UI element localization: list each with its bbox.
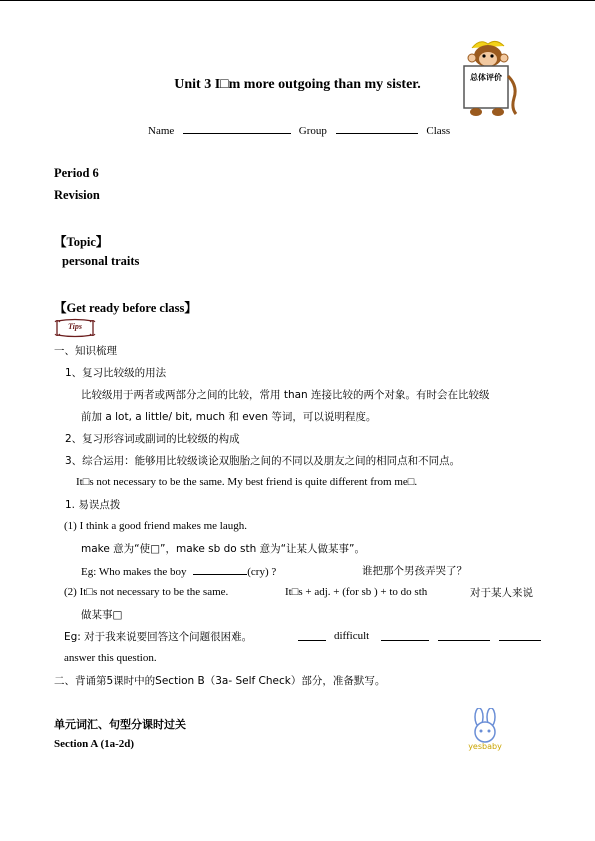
get-ready-heading: 【Get ready before class】 [54,301,197,315]
eg2-blank-3[interactable] [438,630,490,641]
pitfall-2-meaning-cont: 做某事□ [81,609,123,621]
tips-scroll-icon [53,318,97,338]
rabbit-icon [462,708,508,744]
pitfall-1: (1) I think a good friend makes me laugh. [64,520,247,532]
section2-text: 二、背诵第5课时中的Section B（3a- Self Check）部分，准备默写。 [54,675,386,687]
badge-label: 总体评价 [470,73,502,82]
pitfall-2: (2) It□s not necessary to be the same. [64,586,229,598]
top-rule [0,0,595,1]
topic-text: personal traits [62,254,140,268]
eg2-text: Eg: 对于我来说要回答这个问题很困难。 [64,631,253,643]
name-label: Name [148,125,175,137]
pitfall-2-meaning: 对于某人来说 [470,587,533,599]
class-label: Class [426,125,451,137]
name-blank[interactable] [183,123,291,134]
eg2-difficult: difficult [334,630,370,642]
section1-item1-line2: 前加 a lot, a little/ bit, much 和 even 等词，可以说明程度。 [81,411,377,423]
eg2-blank-1[interactable] [298,630,326,641]
revision-heading: Revision [54,188,100,202]
tips-label: Tips [68,322,82,331]
pitfalls-heading: 1. 易误点拨 [65,499,121,511]
student-info-row [148,123,450,137]
evaluation-badge [458,36,520,118]
pitfall-1-example [81,564,276,578]
eg2-blank-2[interactable] [381,630,429,641]
section1-item2: 2、复习形容词或副词的比较级的构成 [65,433,240,445]
pitfall-1-note: make 意为“使□”，make sb do sth 意为“让某人做某事”。 [81,543,365,555]
section-a-heading: Section A (1a-2d) [54,738,135,750]
pitfall-1-eg-verb: (cry) ? [247,566,277,578]
section1-item3: 3、综合运用：能够用比较级谈论双胞胎之间的不同以及朋友之间的相同点和不同点。 [65,455,461,467]
page-title: Unit 3 I□m more outgoing than my sister. [174,77,421,92]
section1-item1-line1: 比较级用于两者或两部分之间的比较，常用 than 连接比较的两个对象。有时会在比较级 [81,389,490,401]
cry-blank[interactable] [193,564,247,575]
section1-item1: 1、复习比较级的用法 [65,367,167,379]
section1-heading: 一、知识梳理 [54,345,117,357]
example-sentence: It□s not necessary to be the same. My best friend is quite different from me□. [76,476,418,488]
unit-vocab-heading: 单元词汇、句型分课时过关 [54,718,186,731]
topic-heading: 【Topic】 [54,235,109,249]
pitfall-2-pattern: It□s + adj. + (for sb ) + to do sth [285,586,428,598]
group-blank[interactable] [336,123,418,134]
yesbaby-logo [462,708,508,752]
logo-text: yesbaby [468,742,502,751]
pitfall-1-eg-translation: 谁把那个男孩弄哭了？ [362,565,467,577]
period-heading: Period 6 [54,166,99,180]
eg2-end: answer this question. [64,652,157,664]
pitfall-1-eg-text: Eg: Who makes the boy [81,566,187,578]
eg2-blank-4[interactable] [499,630,541,641]
group-label: Group [298,125,327,137]
